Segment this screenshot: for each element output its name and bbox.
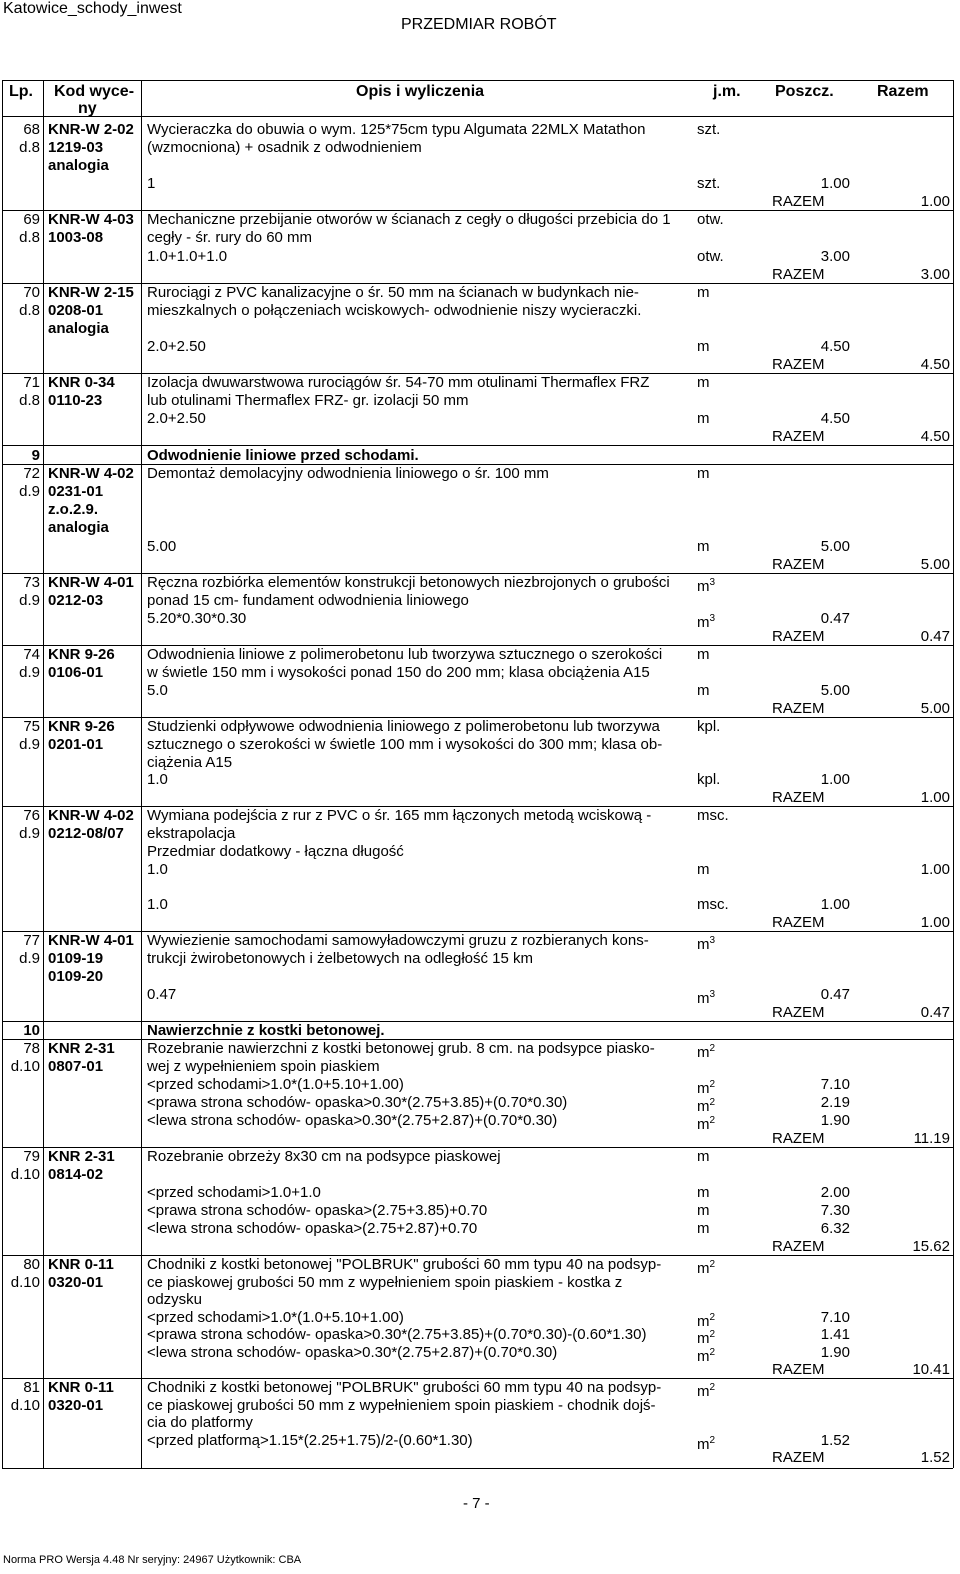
col-header-opis: Opis i wyliczenia <box>356 83 485 100</box>
item-kod: analogia <box>48 519 109 536</box>
item-description: Wywiezienie samochodami samowyładowczymi gruzu z rozbieranych kons- <box>147 932 649 949</box>
item-kod: KNR-W 4-01 <box>48 574 134 591</box>
item-lp: 69 <box>23 211 40 228</box>
item-razem: 11.19 <box>913 1130 950 1147</box>
razem-label: RAZEM <box>772 789 825 806</box>
item-calc-unit: $m^3$ <box>697 989 716 1007</box>
item-unit: $m^2$ <box>697 1259 716 1277</box>
item-calc: 5.00 <box>147 538 177 555</box>
col-border-kod <box>141 80 142 1468</box>
razem-label: RAZEM <box>772 428 825 445</box>
item-razem: 10.41 <box>912 1361 950 1378</box>
item-poszcz: 7.10 <box>820 1076 850 1093</box>
item-kod: analogia <box>48 157 109 174</box>
item-lp: 75 <box>23 718 40 735</box>
item-poszcz: 1.90 <box>820 1112 850 1129</box>
item-calc: 5.0 <box>147 682 168 699</box>
item-calc-unit: kpl. <box>697 771 721 788</box>
item-poszcz: 1.90 <box>820 1344 850 1361</box>
item-calc: <lewa strona schodów- opaska>0.30*(2.75+2.87)+(0.70*0.30) <box>147 1112 558 1129</box>
item-razem: 1.52 <box>920 1449 950 1466</box>
item-d: d.10 <box>10 1166 40 1183</box>
razem-label: RAZEM <box>772 556 825 573</box>
razem-label: RAZEM <box>772 193 825 210</box>
item-poszcz: 1.00 <box>820 771 850 788</box>
item-description: mieszkalnych o połączeniach wciskowych- odwodnienie niszy wycieraczki. <box>147 302 642 319</box>
item-kod: 0208-01 <box>48 302 104 319</box>
item-description: odzysku <box>147 1291 203 1308</box>
item-calc-unit: otw. <box>697 248 724 265</box>
item-calc-unit: m <box>697 1184 710 1201</box>
item-poszcz: 7.30 <box>820 1202 850 1219</box>
item-d: d.10 <box>10 1058 40 1075</box>
item-calc-unit: $m^2$ <box>697 1079 716 1097</box>
item-calc-unit: m <box>697 538 710 555</box>
item-d: d.9 <box>19 950 40 967</box>
section-number: 10 <box>23 1022 40 1039</box>
item-description: ciążenia A15 <box>147 754 233 771</box>
table-top-border <box>2 80 953 81</box>
item-lp: 79 <box>23 1148 40 1165</box>
item-poszcz: 7.10 <box>820 1309 850 1326</box>
header-bottom-border <box>2 116 953 117</box>
item-d: d.8 <box>19 139 40 156</box>
item-unit: m <box>697 284 710 301</box>
item-calc-unit: $m^3$ <box>697 613 716 631</box>
item-description: Wycieraczka do obuwia o wym. 125*75cm typu Algumata 22MLX Matathon <box>147 121 646 138</box>
item-kod: 0320-01 <box>48 1397 104 1414</box>
item-calc-unit: m <box>697 1220 710 1237</box>
item-kod: KNR 0-11 <box>48 1256 114 1273</box>
item-lp: 76 <box>23 807 40 824</box>
item-extra-calc: 1.0 <box>147 861 168 878</box>
item-lp: 73 <box>23 574 40 591</box>
col-header-poszcz: Poszcz. <box>775 83 834 100</box>
item-description: wej z wypełnieniem spoin piaskiem <box>147 1058 380 1075</box>
col-border-left <box>2 80 3 1468</box>
item-razem: 4.50 <box>920 356 950 373</box>
item-calc: 5.20*0.30*0.30 <box>147 610 247 627</box>
item-razem: 3.00 <box>920 266 950 283</box>
item-unit: m <box>697 1148 710 1165</box>
item-calc: 2.0+2.50 <box>147 338 206 355</box>
item-description: sztucznego o szerokości w świetle 100 mm i wysokości do 300 mm; klasa ob- <box>147 736 663 753</box>
item-calc: <przed platformą>1.15*(2.25+1.75)/2-(0.60*1.30) <box>147 1432 473 1449</box>
item-kod: KNR 9-26 <box>48 718 115 735</box>
item-kod: KNR-W 2-02 <box>48 121 134 138</box>
item-calc-unit: $m^2$ <box>697 1115 716 1133</box>
item-lp: 78 <box>23 1040 40 1057</box>
item-kod: KNR 2-31 <box>48 1040 115 1057</box>
item-kod: KNR 0-34 <box>48 374 115 391</box>
item-poszcz: 3.00 <box>820 248 850 265</box>
item-poszcz: 1.00 <box>820 175 850 192</box>
col-border-right <box>953 80 954 1468</box>
document-title: PRZEDMIAR ROBÓT <box>401 16 557 33</box>
item-poszcz: 2.00 <box>820 1184 850 1201</box>
item-kod: 0231-01 <box>48 483 104 500</box>
item-kod: KNR-W 4-02 <box>48 465 134 482</box>
item-kod: 0110-23 <box>48 392 103 409</box>
page-number: - 7 - <box>463 1495 490 1512</box>
item-razem: 0.47 <box>920 628 950 645</box>
item-kod: 0212-03 <box>48 592 104 609</box>
item-extra-unit: m <box>697 861 710 878</box>
item-lp: 81 <box>23 1379 40 1396</box>
item-kod: 0201-01 <box>48 736 104 753</box>
item-d: d.10 <box>10 1274 40 1291</box>
section-title: Nawierzchnie z kostki betonowej. <box>147 1022 385 1039</box>
item-poszcz: 0.47 <box>820 986 850 1003</box>
item-kod: 1003-08 <box>48 229 104 246</box>
item-kod: 0212-08/07 <box>48 825 124 842</box>
col-header-lp: Lp. <box>9 83 33 100</box>
item-calc-unit: $m^2$ <box>697 1329 716 1347</box>
item-lp: 77 <box>23 932 40 949</box>
item-d: d.8 <box>19 229 40 246</box>
item-razem: 4.50 <box>920 428 950 445</box>
row-divider <box>2 1021 953 1022</box>
item-description: Chodniki z kostki betonowej "POLBRUK" grubości 60 mm typu 40 na podsyp- <box>147 1256 662 1273</box>
item-kod: 1219-03 <box>48 139 104 156</box>
razem-label: RAZEM <box>772 356 825 373</box>
item-calc: <lewa strona schodów- opaska>0.30*(2.75+2.87)+(0.70*0.30) <box>147 1344 558 1361</box>
razem-label: RAZEM <box>772 1238 825 1255</box>
item-calc: <prawa strona schodów- opaska>0.30*(2.75+3.85)+(0.70*0.30)-(0.60*1.30) <box>147 1326 647 1343</box>
razem-label: RAZEM <box>772 266 825 283</box>
item-calc-unit: m <box>697 1202 710 1219</box>
table-bottom-border <box>2 1468 953 1469</box>
item-description: (wzmocniona) + osadnik z odwodnieniem <box>147 139 422 156</box>
software-info: Norma PRO Wersja 4.48 Nr seryjny: 24967 Użytkownik: CBA <box>3 1554 302 1566</box>
item-lp: 80 <box>23 1256 40 1273</box>
item-description: ponad 15 cm- fundament odwodnienia liniowego <box>147 592 469 609</box>
item-description: Izolacja dwuwarstwowa rurociągów śr. 54-70 mm otulinami Thermaflex FRZ <box>147 374 650 391</box>
razem-label: RAZEM <box>772 1449 825 1466</box>
item-calc: <przed schodami>1.0*(1.0+5.10+1.00) <box>147 1309 404 1326</box>
item-description: ce piaskowej grubości 50 mm z wypełnieniem spoin piaskiem - kostka z <box>147 1274 623 1291</box>
item-description: Demontaż demolacyjny odwodnienia liniowego o śr. 100 mm <box>147 465 549 482</box>
item-poszcz: 0.47 <box>820 610 850 627</box>
item-description: Przedmiar dodatkowy - łączna długość <box>147 843 404 860</box>
col-header-jm: j.m. <box>713 83 741 100</box>
item-kod: KNR-W 4-02 <box>48 807 134 824</box>
item-calc-unit: $m^2$ <box>697 1347 716 1365</box>
item-poszcz: 1.00 <box>820 896 850 913</box>
item-calc-unit: msc. <box>697 896 729 913</box>
item-calc: 1.0 <box>147 896 168 913</box>
item-lp: 68 <box>23 121 40 138</box>
item-calc-unit: m <box>697 410 710 427</box>
item-calc-unit: $m^2$ <box>697 1435 716 1453</box>
item-calc: <lewa strona schodów- opaska>(2.75+2.87)+0.70 <box>147 1220 478 1237</box>
item-description: ekstrapolacja <box>147 825 236 842</box>
section-title: Odwodnienie liniowe przed schodami. <box>147 447 419 464</box>
item-lp: 70 <box>23 284 40 301</box>
project-name: Katowice_schody_inwest <box>3 0 182 17</box>
item-poszcz: 4.50 <box>820 410 850 427</box>
item-calc-unit: m <box>697 338 710 355</box>
item-description: lub otulinami Thermaflex FRZ- gr. izolacji 50 mm <box>147 392 469 409</box>
item-kod: 0109-20 <box>48 968 104 985</box>
item-kod: KNR-W 2-15 <box>48 284 134 301</box>
item-kod: 0106-01 <box>48 664 104 681</box>
item-calc-unit: $m^2$ <box>697 1312 716 1330</box>
item-kod: KNR-W 4-03 <box>48 211 134 228</box>
item-description: cegły - śr. rury do 60 mm <box>147 229 313 246</box>
item-description: Studzienki odpływowe odwodnienia liniowego z polimerobetonu lub tworzywa <box>147 718 660 735</box>
item-d: d.9 <box>19 664 40 681</box>
item-poszcz: 5.00 <box>820 682 850 699</box>
razem-label: RAZEM <box>772 1004 825 1021</box>
item-kod: KNR 2-31 <box>48 1148 115 1165</box>
item-poszcz: 1.41 <box>820 1326 850 1343</box>
item-kod: z.o.2.9. <box>48 501 99 518</box>
razem-label: RAZEM <box>772 1361 825 1378</box>
item-calc-unit: szt. <box>697 175 721 192</box>
item-kod: 0814-02 <box>48 1166 104 1183</box>
item-calc-unit: $m^2$ <box>697 1097 716 1115</box>
item-poszcz: 5.00 <box>820 538 850 555</box>
item-razem: 15.62 <box>912 1238 950 1255</box>
item-description: cia do platformy <box>147 1414 253 1431</box>
col-header-razem: Razem <box>877 83 929 100</box>
item-description: trukcji żwirobetonowych i żelbetowych na odległość 15 km <box>147 950 534 967</box>
razem-label: RAZEM <box>772 700 825 717</box>
item-description: Rozebranie nawierzchni z kostki betonowej grub. 8 cm. na podsypce piasko- <box>147 1040 655 1057</box>
item-kod: 0807-01 <box>48 1058 104 1075</box>
item-lp: 72 <box>23 465 40 482</box>
item-calc: 2.0+2.50 <box>147 410 206 427</box>
item-calc: <przed schodami>1.0+1.0 <box>147 1184 321 1201</box>
item-kod: KNR 9-26 <box>48 646 115 663</box>
item-d: d.9 <box>19 736 40 753</box>
item-calc: <przed schodami>1.0*(1.0+5.10+1.00) <box>147 1076 404 1093</box>
item-unit: kpl. <box>697 718 721 735</box>
item-poszcz: 4.50 <box>820 338 850 355</box>
razem-label: RAZEM <box>772 1130 825 1147</box>
item-razem: 1.00 <box>920 193 950 210</box>
item-description: ce piaskowej grubości 50 mm z wypełnieniem spoin piaskiem - chodnik dojś- <box>147 1397 656 1414</box>
item-calc: 1.0+1.0+1.0 <box>147 248 228 265</box>
item-unit: msc. <box>697 807 729 824</box>
item-d: d.8 <box>19 392 40 409</box>
item-unit: otw. <box>697 211 724 228</box>
item-description: Mechaniczne przebijanie otworów w ścianach z cegły o długości przebicia do 1 <box>147 211 671 228</box>
item-calc: <prawa strona schodów- opaska>0.30*(2.75+3.85)+(0.70*0.30) <box>147 1094 568 1111</box>
item-d: d.9 <box>19 825 40 842</box>
item-razem: 1.00 <box>920 789 950 806</box>
item-description: Rozebranie obrzeży 8x30 cm na podsypce piaskowej <box>147 1148 501 1165</box>
item-unit: $m^3$ <box>697 577 716 595</box>
item-description: Rurociągi z PVC kanalizacyjne o śr. 50 mm na ścianach w budynkach nie- <box>147 284 639 301</box>
item-calc: 1.0 <box>147 771 168 788</box>
item-description: w świetle 150 mm i wysokości ponad 150 do 200 mm; klasa obciążenia A15 <box>147 664 650 681</box>
item-unit: m <box>697 646 710 663</box>
item-calc: 1 <box>147 175 156 192</box>
item-poszcz: 2.19 <box>820 1094 850 1111</box>
item-calc: 0.47 <box>147 986 177 1003</box>
item-kod: analogia <box>48 320 109 337</box>
item-unit: $m^2$ <box>697 1043 716 1061</box>
item-poszcz: 6.32 <box>820 1220 850 1237</box>
item-kod: 0109-19 <box>48 950 104 967</box>
row-divider <box>2 445 953 446</box>
item-razem: 1.00 <box>920 914 950 931</box>
item-description: Odwodnienia liniowe z polimerobetonu lub tworzywa sztucznego o szerokości <box>147 646 663 663</box>
item-calc-unit: m <box>697 682 710 699</box>
item-d: d.9 <box>19 483 40 500</box>
item-unit: $m^2$ <box>697 1382 716 1400</box>
item-kod: KNR 0-11 <box>48 1379 114 1396</box>
item-lp: 71 <box>23 374 40 391</box>
item-razem: 5.00 <box>920 556 950 573</box>
razem-label: RAZEM <box>772 628 825 645</box>
item-razem: 0.47 <box>920 1004 950 1021</box>
item-poszcz: 1.52 <box>820 1432 850 1449</box>
item-unit: m <box>697 374 710 391</box>
col-header-kod: Kod wyce- <box>54 83 135 100</box>
col-header-kod-2: ny <box>78 100 97 117</box>
item-description: Chodniki z kostki betonowej "POLBRUK" grubości 60 mm typu 40 na podsyp- <box>147 1379 662 1396</box>
item-d: d.10 <box>10 1397 40 1414</box>
item-unit: szt. <box>697 121 721 138</box>
item-kod: 0320-01 <box>48 1274 104 1291</box>
item-d: d.9 <box>19 592 40 609</box>
item-razem: 5.00 <box>920 700 950 717</box>
item-d: d.8 <box>19 302 40 319</box>
item-description: Ręczna rozbiórka elementów konstrukcji betonowych niezbrojonych o grubości <box>147 574 670 591</box>
section-number: 9 <box>31 447 40 464</box>
item-description: Wymiana podejścia z rur z PVC o śr. 165 mm łączonych metodą wciskową - <box>147 807 652 824</box>
col-border-lp <box>43 80 44 1468</box>
item-calc: <prawa strona schodów- opaska>(2.75+3.85)+0.70 <box>147 1202 488 1219</box>
item-unit: $m^3$ <box>697 935 716 953</box>
razem-label: RAZEM <box>772 914 825 931</box>
item-kod: KNR-W 4-01 <box>48 932 134 949</box>
item-extra-value: 1.00 <box>920 861 950 878</box>
item-lp: 74 <box>23 646 40 663</box>
item-unit: m <box>697 465 710 482</box>
